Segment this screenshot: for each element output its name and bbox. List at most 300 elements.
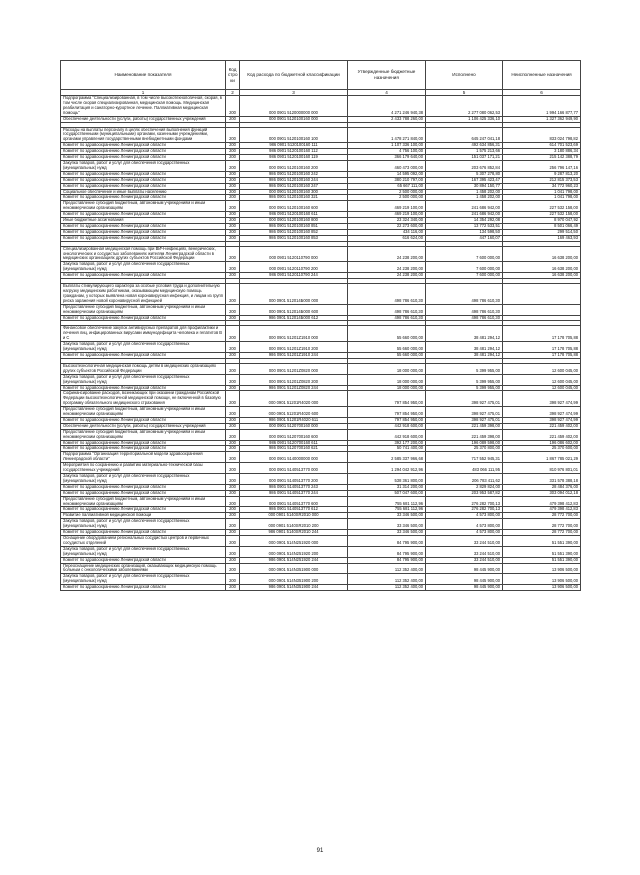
row-unexecuted: 1 994 166 877,77 [503, 96, 581, 117]
row-executed: 98 445 900,00 [426, 585, 503, 591]
row-approved: 22 273 600,00 [348, 223, 426, 229]
row-executed: 38 481 294,12 [426, 342, 503, 353]
row-budget-code: 986 0901 514N251920 244 [240, 557, 348, 563]
row-unexecuted: 3 180 886,34 [503, 149, 581, 155]
row-budget-code: 000 0901 5120100160 100 [240, 127, 348, 143]
row-line-code: 200 [226, 183, 240, 189]
header-name: Наименование показателя [61, 61, 226, 90]
row-executed: 7 600 000,00 [426, 246, 503, 262]
header-unexecuted: Неисполненные назначения [503, 61, 581, 90]
row-approved: 460 473 000,00 [348, 160, 426, 171]
row-unexecuted: 9 287 813,20 [503, 171, 581, 177]
row-line-code: 200 [226, 574, 240, 585]
row-executed: 4 573 800,00 [426, 519, 503, 530]
row-name: Иные бюджетные ассигнования [61, 218, 226, 224]
table-row [61, 535, 581, 546]
row-approved: 24 238 200,00 [348, 246, 426, 262]
row-name: Комитет по здравоохранению Ленинградской области [61, 490, 226, 496]
row-unexecuted: 1 327 362 949,90 [503, 116, 581, 122]
row-budget-code: 000 0901 5120700160 600 [240, 429, 348, 440]
row-budget-code: 986 0901 51201R4020 611 [240, 417, 348, 423]
row-unexecuted: 221 459 402,00 [503, 429, 581, 440]
table-row [61, 391, 581, 407]
row-name: Комитет по здравоохранению Ленинградской области [61, 235, 226, 241]
row-budget-code: 000 0901 5120100160 000 [240, 116, 348, 122]
row-unexecuted: 28 772 700,00 [503, 530, 581, 536]
row-executed: 1 575 213,66 [426, 149, 503, 155]
row-executed: 221 459 398,00 [426, 423, 503, 429]
row-budget-code: 986 0901 5120100160 852 [240, 229, 348, 235]
row-name: Комитет по здравоохранению Ленинградской области [61, 171, 226, 177]
column-number: 5 [426, 90, 503, 96]
row-executed: 4 573 800,00 [426, 513, 503, 519]
header-executed: Исполнено [426, 61, 503, 90]
row-budget-code: 986 0901 512014Б000 612 [240, 315, 348, 321]
row-name: Закупка товаров, работ и услуг для обеспечения государственных (муниципальных) нужд [61, 546, 226, 557]
row-budget-code: 000 0901 5120110790 000 [240, 246, 348, 262]
table-row [61, 284, 581, 305]
column-number: 6 [503, 90, 581, 96]
row-name: Комитет по здравоохранению Ленинградской области [61, 183, 226, 189]
table-row [61, 326, 581, 342]
header-budget-code: Код расхода по бюджетной классификации [240, 61, 348, 90]
row-budget-code: 000 0901 5120100160 600 [240, 201, 348, 212]
row-executed: 38 481 294,12 [426, 352, 503, 358]
row-name: Закупка товаров, работ и услуг для обеспечения государственных (муниципальных) нужд [61, 574, 226, 585]
row-line-code: 200 [226, 326, 240, 342]
row-line-code: 200 [226, 212, 240, 218]
row-budget-code: 000 0901 5140SR2010 200 [240, 519, 348, 530]
row-line-code: 200 [226, 429, 240, 440]
row-name: Комитет по здравоохранению Ленинградской области [61, 177, 226, 183]
row-line-code: 200 [226, 116, 240, 122]
row-budget-code: 986 0901 5120100160 119 [240, 155, 348, 161]
row-budget-code: 986 0901 5120100160 111 [240, 143, 348, 149]
row-approved: 2 500 000,00 [348, 189, 426, 195]
row-name: Предоставление субсидий бюджетным, автономным учреждениям и иным некоммерческим организациям [61, 407, 226, 418]
budget-table [60, 60, 581, 591]
table-body [61, 96, 581, 591]
row-budget-code: 000 0901 514N351900 000 [240, 563, 348, 574]
row-line-code: 200 [226, 171, 240, 177]
row-approved: 84 795 900,00 [348, 557, 426, 563]
row-unexecuted: 303 094 012,18 [503, 490, 581, 496]
row-executed: 5 399 955,00 [426, 374, 503, 385]
row-budget-code: 000 0901 51201R4020 000 [240, 391, 348, 407]
row-name: Комитет по здравоохранению Ленинградской области [61, 195, 226, 201]
row-unexecuted: 398 927 474,99 [503, 391, 581, 407]
table-row [61, 563, 581, 574]
row-line-code: 200 [226, 218, 240, 224]
row-executed: 25 370 800,00 [426, 446, 503, 452]
row-unexecuted: 28 772 700,00 [503, 513, 581, 519]
row-line-code: 200 [226, 273, 240, 279]
row-approved: 33 346 500,00 [348, 530, 426, 536]
row-name: Предоставление субсидий бюджетным, автономным учреждениям и иным некоммерческим организациям [61, 304, 226, 315]
row-executed: 241 686 942,00 [426, 201, 503, 212]
row-executed: 98 445 900,00 [426, 574, 503, 585]
row-executed: 5 307 278,80 [426, 171, 503, 177]
row-executed: 33 244 510,00 [426, 557, 503, 563]
row-approved: 112 352 400,00 [348, 574, 426, 585]
row-approved: 24 238 200,00 [348, 273, 426, 279]
row-unexecuted: 1 867 785 021,29 [503, 452, 581, 463]
row-executed: 7 600 000,00 [426, 273, 503, 279]
row-line-code: 200 [226, 235, 240, 241]
header-approved: Утвержденные бюджетные назначения [348, 61, 426, 90]
row-budget-code: 000 0901 514N251920 000 [240, 535, 348, 546]
row-approved: 2 585 337 966,68 [348, 452, 426, 463]
row-approved: 4 271 246 940,38 [348, 96, 426, 117]
row-unexecuted: 331 578 388,18 [503, 474, 581, 485]
table-header [61, 61, 581, 96]
row-budget-code: 000 0901 51201Z0820 000 [240, 363, 348, 374]
row-unexecuted: 479 398 412,83 [503, 496, 581, 507]
row-name: Развитие паллиативной медицинской помощи [61, 513, 226, 519]
row-line-code: 200 [226, 177, 240, 183]
row-unexecuted: 227 532 158,00 [503, 201, 581, 212]
row-budget-code: 000 0901 5120110790 200 [240, 262, 348, 273]
row-unexecuted: 12 600 045,00 [503, 363, 581, 374]
row-approved: 1 107 336 100,00 [348, 143, 426, 149]
row-line-code: 200 [226, 507, 240, 513]
row-budget-code: 986 0901 5140SR2010 244 [240, 530, 348, 536]
row-unexecuted: 12 600 045,00 [503, 385, 581, 391]
row-name: Комитет по здравоохранению Ленинградской области [61, 446, 226, 452]
row-line-code: 200 [226, 385, 240, 391]
row-line-code: 200 [226, 585, 240, 591]
table-row [61, 452, 581, 463]
row-approved: 1 478 271 840,00 [348, 127, 426, 143]
row-name: Комитет по здравоохранению Ленинградской области [61, 352, 226, 358]
row-approved: 31 314 200,00 [348, 484, 426, 490]
row-line-code: 200 [226, 484, 240, 490]
row-approved: 112 352 400,00 [348, 563, 426, 574]
row-line-code: 200 [226, 96, 240, 117]
row-approved: 14 595 092,00 [348, 171, 426, 177]
row-budget-code: 000 0901 5140513770 000 [240, 463, 348, 474]
row-name: Обеспечение деятельности (услуги, работы) государственных учреждений [61, 423, 226, 429]
row-executed: 203 953 587,82 [426, 490, 503, 496]
row-name: Комитет по здравоохранению Ленинградской области [61, 229, 226, 235]
row-approved: 18 000 000,00 [348, 374, 426, 385]
row-budget-code: 000 0901 51201Z1910 200 [240, 342, 348, 353]
row-unexecuted: 51 551 390,00 [503, 557, 581, 563]
row-budget-code: 000 0901 5140000000 000 [240, 452, 348, 463]
table-row [61, 474, 581, 485]
row-budget-code: 000 0901 5140SR2010 000 [240, 513, 348, 519]
row-executed: 276 282 700,13 [426, 496, 503, 507]
table-row [61, 546, 581, 557]
row-name: Переоснащение медицинских организаций, оказывающих медицинскую помощь больным с онкологическими заболеваниями [61, 563, 226, 574]
row-name: Закупка товаров, работ и услуг для обеспечения государственных (муниципальных) нужд [61, 474, 226, 485]
table-row [61, 96, 581, 117]
row-executed: 134 598,50 [426, 229, 503, 235]
row-unexecuted: 299 514,50 [503, 229, 581, 235]
row-budget-code: 000 0901 51201Z1910 000 [240, 326, 348, 342]
row-line-code: 200 [226, 304, 240, 315]
row-unexecuted: 17 178 705,88 [503, 342, 581, 353]
row-name: Специализированная медицинская помощь при ВИЧ-инфекциях, венерических, онкологических и сосудистых заболеваниях жителям Ленинградской области в медицинских организациях других субъектов Российской Федерации [61, 246, 226, 262]
row-approved: 84 795 900,00 [348, 535, 426, 546]
row-unexecuted: 8 970 047,92 [503, 218, 581, 224]
row-line-code: 200 [226, 440, 240, 446]
row-approved: 755 681 112,96 [348, 496, 426, 507]
row-approved: 380 210 797,00 [348, 177, 426, 183]
row-approved: 112 352 400,00 [348, 585, 426, 591]
row-name: Закупка товаров, работ и услуг для обеспечения государственных (муниципальных) нужд [61, 160, 226, 171]
row-line-code: 200 [226, 519, 240, 530]
row-executed: 1 458 202,00 [426, 189, 503, 195]
row-budget-code: 986 0901 5120100160 321 [240, 195, 348, 201]
row-approved: 55 660 000,00 [348, 342, 426, 353]
row-budget-code: 986 0901 51201Z1910 244 [240, 352, 348, 358]
row-unexecuted: 34 772 960,23 [503, 183, 581, 189]
row-budget-code: 000 0901 5120100160 800 [240, 218, 348, 224]
page-number: 91 [316, 848, 324, 854]
table-row [61, 585, 581, 591]
row-name: Оснащение оборудованием региональных сосудистых центров и первичных сосудистых отделений [61, 535, 226, 546]
row-unexecuted: 28 772 700,00 [503, 519, 581, 530]
row-line-code: 200 [226, 284, 240, 305]
row-executed: 151 037 171,21 [426, 155, 503, 161]
row-line-code: 200 [226, 155, 240, 161]
table-row [61, 262, 581, 273]
row-name: Закупка товаров, работ и услуг для обеспечения государственных (муниципальных) нужд [61, 519, 226, 530]
row-approved: 442 918 600,00 [348, 429, 426, 440]
row-approved: 4 756 100,00 [348, 149, 426, 155]
row-unexecuted: 833 024 798,82 [503, 127, 581, 143]
row-unexecuted: 17 178 705,88 [503, 326, 581, 342]
row-budget-code: 000 0901 51201R4020 600 [240, 407, 348, 418]
row-executed: 196 089 598,00 [426, 440, 503, 446]
row-executed: 447 160,07 [426, 235, 503, 241]
row-unexecuted: 1 041 798,00 [503, 195, 581, 201]
row-unexecuted: 16 638 200,00 [503, 262, 581, 273]
row-line-code: 200 [226, 546, 240, 557]
row-executed: 2 277 080 062,53 [426, 96, 503, 117]
row-executed: 30 894 150,77 [426, 183, 503, 189]
row-unexecuted: 479 398 412,83 [503, 507, 581, 513]
row-approved: 434 116,00 [348, 229, 426, 235]
row-approved: 50 741 400,00 [348, 446, 426, 452]
row-budget-code: 000 0901 5120000000 000 [240, 96, 348, 117]
row-line-code: 200 [226, 189, 240, 195]
row-approved: 33 346 500,00 [348, 513, 426, 519]
row-line-code: 200 [226, 201, 240, 212]
row-unexecuted: 16 638 200,00 [503, 246, 581, 262]
table-row [61, 429, 581, 440]
row-unexecuted: 810 976 801,01 [503, 463, 581, 474]
row-name: Комитет по здравоохранению Ленинградской области [61, 417, 226, 423]
row-unexecuted: 16 638 200,00 [503, 273, 581, 279]
row-budget-code: 000 0901 5140513770 600 [240, 496, 348, 507]
row-line-code: 200 [226, 315, 240, 321]
row-executed: 1 458 202,00 [426, 195, 503, 201]
row-approved: 797 854 950,00 [348, 417, 426, 423]
row-executed: 276 282 700,13 [426, 507, 503, 513]
row-name: Социальное обеспечение и иные выплаты населению [61, 189, 226, 195]
row-executed: 98 445 900,00 [426, 563, 503, 574]
row-approved: 469 219 100,00 [348, 212, 426, 218]
row-approved: 55 660 000,00 [348, 326, 426, 342]
row-unexecuted: 28 484 376,00 [503, 484, 581, 490]
row-budget-code: 986 0901 5140513770 244 [240, 490, 348, 496]
row-name: Комитет по здравоохранению Ленинградской области [61, 315, 226, 321]
row-name: Закупка товаров, работ и услуг для обеспечения государственных (муниципальных) нужд [61, 374, 226, 385]
row-line-code: 200 [226, 557, 240, 563]
row-budget-code: 986 0901 5120100160 244 [240, 177, 348, 183]
row-line-code: 200 [226, 143, 240, 149]
row-name: Комитет по здравоохранению Ленинградской области [61, 155, 226, 161]
row-line-code: 200 [226, 127, 240, 143]
row-name: Высокотехнологичная медицинская помощь детям в медицинских организациях других субъектов Российской Федерации [61, 363, 226, 374]
row-approved: 1 294 042 912,96 [348, 463, 426, 474]
row-name: Подпрограмма "Специализированная, в том числе высокотехнологичная, скорая, в том числе скорая специализированная, медицинская помощь. Медицинская реабилитация и санаторно-курортное лечение. Паллиативная медицинская помощь" [61, 96, 226, 117]
row-line-code: 200 [226, 446, 240, 452]
row-budget-code: 000 0901 512014Б000 000 [240, 284, 348, 305]
row-name: Комитет по здравоохранению Ленинградской области [61, 557, 226, 563]
row-line-code: 200 [226, 363, 240, 374]
row-line-code: 200 [226, 391, 240, 407]
row-unexecuted: 398 927 474,99 [503, 417, 581, 423]
row-unexecuted: 221 459 402,00 [503, 423, 581, 429]
row-executed: 241 686 942,00 [426, 212, 503, 218]
row-approved: 2 500 000,00 [348, 195, 426, 201]
row-approved: 23 324 340,00 [348, 218, 426, 224]
column-number: 2 [226, 90, 240, 96]
row-approved: 392 177 200,00 [348, 440, 426, 446]
row-name: Предоставление субсидий бюджетным, автономным учреждениям и иным некоммерческим организациям [61, 496, 226, 507]
row-approved: 498 786 610,30 [348, 284, 426, 305]
row-approved: 84 795 900,00 [348, 546, 426, 557]
table-row [61, 342, 581, 353]
row-budget-code: 986 0901 5120100160 242 [240, 171, 348, 177]
table-row [61, 127, 581, 143]
table-row [61, 496, 581, 507]
row-unexecuted: 17 178 705,88 [503, 352, 581, 358]
row-approved: 18 000 000,00 [348, 363, 426, 374]
row-name: Закупка товаров, работ и услуг для обеспечения государственных (муниципальных) нужд [61, 342, 226, 353]
row-budget-code: 986 0901 5120110790 244 [240, 273, 348, 279]
row-line-code: 200 [226, 452, 240, 463]
row-unexecuted [503, 304, 581, 315]
row-line-code: 200 [226, 417, 240, 423]
table-row [61, 463, 581, 474]
row-approved: 616 624,00 [348, 235, 426, 241]
table-row [61, 201, 581, 212]
row-name: Расходы на выплаты персоналу в целях обеспечения выполнения функций государственными (муниципальными) органами, казенными учреждениями, органами управления государственными внебюджетными фондами [61, 127, 226, 143]
row-executed: 498 786 610,30 [426, 284, 503, 305]
row-executed: 14 354 292,08 [426, 218, 503, 224]
row-name: Мероприятия по сохранению и развитию материально-технической базы государственных учреждений [61, 463, 226, 474]
column-number: 4 [348, 90, 426, 96]
table-row [61, 519, 581, 530]
row-executed: 203 676 852,84 [426, 160, 503, 171]
row-unexecuted: 398 927 474,99 [503, 407, 581, 418]
row-name: Предоставление субсидий бюджетным, автономным учреждениям и иным некоммерческим организациям [61, 201, 226, 212]
row-line-code: 200 [226, 535, 240, 546]
row-executed: 13 772 533,51 [426, 223, 503, 229]
row-executed: 206 783 411,62 [426, 474, 503, 485]
table-row [61, 374, 581, 385]
report-sheet [60, 60, 580, 591]
row-name: Комитет по здравоохранению Ленинградской области [61, 530, 226, 536]
row-executed: 4 573 800,00 [426, 530, 503, 536]
row-approved: 18 000 000,00 [348, 385, 426, 391]
row-name: Закупка товаров, работ и услуг для обеспечения государственных (муниципальных) нужд [61, 262, 226, 273]
row-executed: 5 399 955,00 [426, 363, 503, 374]
table-row [61, 407, 581, 418]
row-budget-code: 000 0901 514N351900 200 [240, 574, 348, 585]
row-line-code: 200 [226, 374, 240, 385]
row-name: Комитет по здравоохранению Ленинградской области [61, 585, 226, 591]
row-executed: 717 552 945,31 [426, 452, 503, 463]
table-row [61, 574, 581, 585]
row-executed: 2 829 824,00 [426, 484, 503, 490]
row-executed: 7 600 000,00 [426, 262, 503, 273]
row-executed: 221 459 398,00 [426, 429, 503, 440]
row-executed: 498 786 610,30 [426, 315, 503, 321]
row-unexecuted: 215 142 388,79 [503, 155, 581, 161]
row-line-code: 200 [226, 496, 240, 507]
row-line-code: 200 [226, 490, 240, 496]
row-approved: 65 667 111,00 [348, 183, 426, 189]
row-line-code: 200 [226, 160, 240, 171]
row-line-code: 200 [226, 229, 240, 235]
row-line-code: 200 [226, 342, 240, 353]
row-budget-code: 986 0901 5120100160 611 [240, 212, 348, 218]
row-approved: 538 361 800,00 [348, 474, 426, 485]
row-budget-code: 000 0901 512014Б000 600 [240, 304, 348, 315]
row-line-code: 200 [226, 195, 240, 201]
row-line-code: 200 [226, 423, 240, 429]
row-approved: 442 918 600,00 [348, 423, 426, 429]
table-row [61, 363, 581, 374]
row-executed: 398 927 475,01 [426, 407, 503, 418]
row-executed: 33 244 510,00 [426, 546, 503, 557]
row-name: Комитет по здравоохранению Ленинградской области [61, 484, 226, 490]
row-unexecuted: 13 906 500,00 [503, 574, 581, 585]
row-name: Комитет по здравоохранению Ленинградской области [61, 440, 226, 446]
row-unexecuted: 51 551 390,00 [503, 546, 581, 557]
row-name: Комитет по здравоохранению Ленинградской области [61, 212, 226, 218]
row-budget-code: 986 0901 5120100160 112 [240, 149, 348, 155]
row-name: Подпрограмма "Организация территориальной модели здравоохранения Ленинградской области" [61, 452, 226, 463]
row-approved: 507 047 600,00 [348, 490, 426, 496]
row-name: Обеспечение деятельности (услуги, работы) государственных учреждений [61, 116, 226, 122]
row-unexecuted: 8 501 066,49 [503, 223, 581, 229]
row-line-code: 200 [226, 352, 240, 358]
row-budget-code: 986 0901 5120100160 853 [240, 235, 348, 241]
row-name: Финансовое обеспечение закупок антивирусных препаратов для профилактики и лечения лиц, инфицированных вирусами иммунодефицита человека и гепатитов B и C [61, 326, 226, 342]
row-unexecuted: 169 463,93 [503, 235, 581, 241]
row-budget-code: 986 0901 5140513770 612 [240, 507, 348, 513]
row-budget-code: 986 0901 51201Z0820 244 [240, 385, 348, 391]
row-unexecuted: 25 370 600,00 [503, 446, 581, 452]
row-name: Комитет по здравоохранению Ленинградской области [61, 507, 226, 513]
row-name: Выплаты стимулирующего характера за особые условия труда и дополнительную нагрузку медицинским работникам, оказывающим медицинскую помощь гражданам, у которых выявлена новая коронавирусная инфекция, и лицам из групп риска заражения новой коронавирусной инфекцией [61, 284, 226, 305]
row-unexecuted: 227 532 158,00 [503, 212, 581, 218]
row-budget-code: 000 0901 51201Z0820 200 [240, 374, 348, 385]
row-budget-code: 986 0901 514N351900 244 [240, 585, 348, 591]
row-line-code: 200 [226, 223, 240, 229]
row-line-code: 200 [226, 407, 240, 418]
row-name: Комитет по здравоохранению Ленинградской области [61, 385, 226, 391]
row-executed: 1 106 425 336,10 [426, 116, 503, 122]
column-number: 1 [61, 90, 226, 96]
row-budget-code: 000 0901 5120100160 200 [240, 160, 348, 171]
